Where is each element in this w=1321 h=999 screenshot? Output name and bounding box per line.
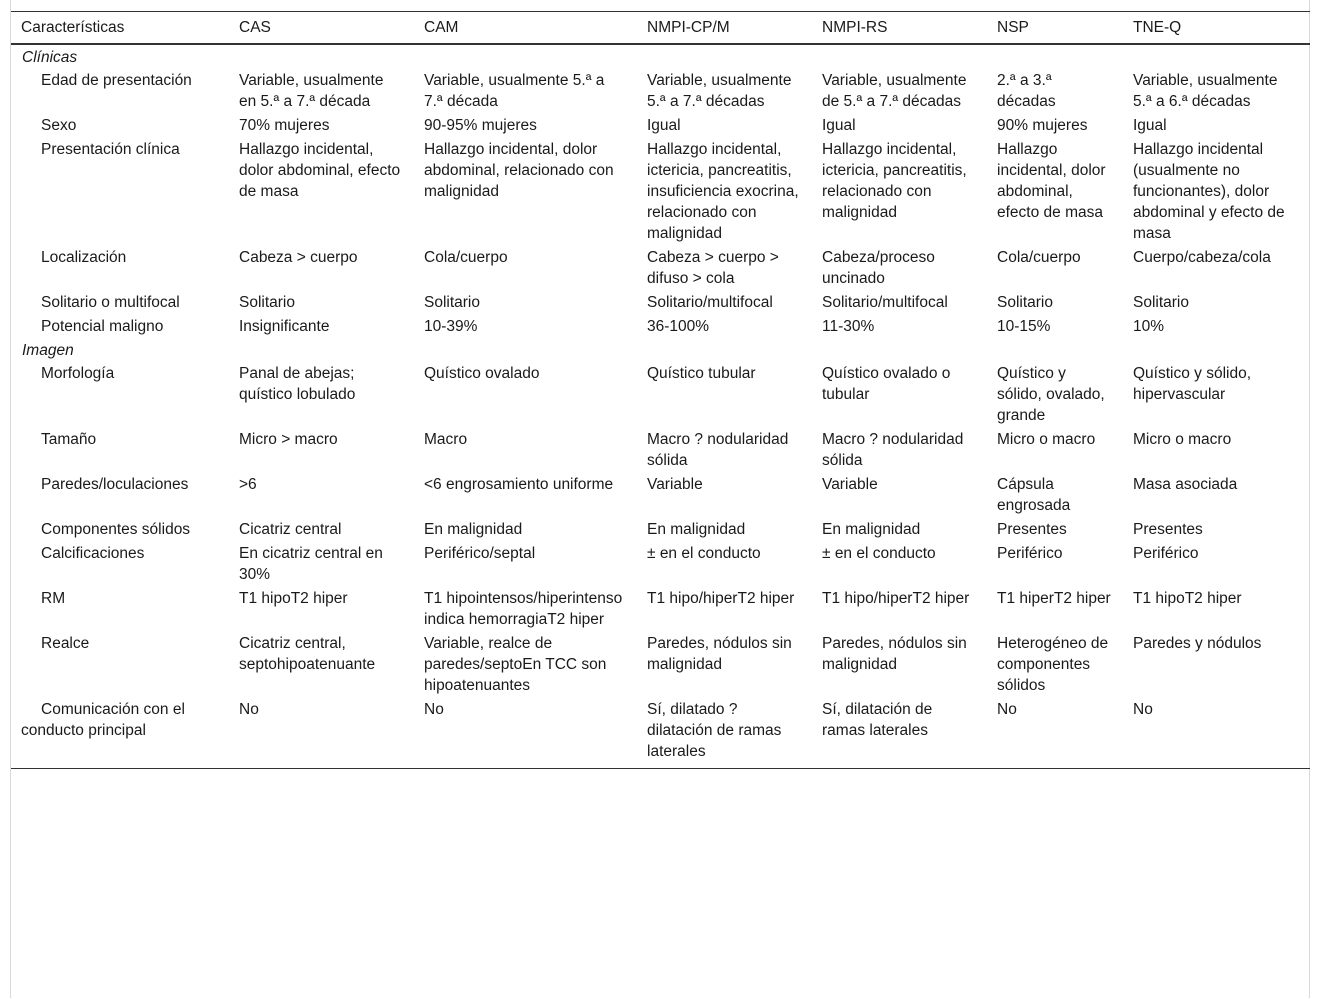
table-cell: Hallazgo incidental, dolor abdominal, efecto de masa bbox=[997, 141, 1106, 221]
table-row bbox=[11, 586, 1310, 631]
table-cell: Cabeza/proceso uncinado bbox=[822, 249, 935, 287]
table-row bbox=[11, 290, 1310, 314]
table-cell: Hallazgo incidental, dolor abdominal, efecto de masa bbox=[239, 141, 401, 200]
table-row bbox=[11, 517, 1310, 541]
table-cell: Quístico y sólido, ovalado, grande bbox=[997, 365, 1105, 424]
table-cell: Masa asociada bbox=[1133, 476, 1238, 493]
table-row bbox=[11, 137, 1310, 245]
table-cell: En malignidad bbox=[647, 521, 746, 538]
table-row bbox=[11, 113, 1310, 137]
table-cell: Variable, realce de paredes/septoEn TCC son hipoatenuantes bbox=[424, 635, 607, 694]
table-cell: Solitario/multifocal bbox=[647, 294, 773, 311]
table-cell: Heterogéneo de componentes sólidos bbox=[997, 635, 1109, 694]
table-cell: Cuerpo/cabeza/cola bbox=[1133, 249, 1271, 266]
header-row bbox=[11, 12, 1310, 45]
table-cell: Paredes, nódulos sin malignidad bbox=[822, 635, 967, 673]
table-cell: T1 hipoT2 hiper bbox=[239, 590, 348, 607]
table-cell: Variable, usualmente 5.ª a 6.ª décadas bbox=[1133, 72, 1278, 110]
row-label: Comunicación con el conducto principal bbox=[21, 701, 185, 739]
column-header: NMPI-CP/M bbox=[647, 18, 730, 36]
table-row bbox=[11, 541, 1310, 586]
table-cell: Solitario/multifocal bbox=[822, 294, 948, 311]
row-label: Tamaño bbox=[41, 431, 97, 448]
table-cell: 10-39% bbox=[424, 318, 478, 335]
table-cell: Presentes bbox=[997, 521, 1067, 538]
table-cell: Cola/cuerpo bbox=[997, 249, 1081, 266]
table-cell: Micro o macro bbox=[1133, 431, 1232, 448]
table-cell: Hallazgo incidental, ictericia, pancreatitis, insuficiencia exocrina, relacionado con malignidad bbox=[647, 141, 799, 242]
table-cell: No bbox=[239, 701, 259, 718]
table-cell: Micro o macro bbox=[997, 431, 1096, 448]
row-label: Edad de presentación bbox=[41, 72, 192, 89]
table-row bbox=[11, 68, 1310, 113]
row-label: Componentes sólidos bbox=[41, 521, 191, 538]
table-row bbox=[11, 361, 1310, 427]
row-label: RM bbox=[41, 590, 66, 607]
table-cell: No bbox=[997, 701, 1017, 718]
table-cell: 11-30% bbox=[822, 318, 875, 335]
table-cell: En cicatriz central en 30% bbox=[239, 545, 383, 583]
table-cell: >6 bbox=[239, 476, 257, 493]
table-cell: Periférico/septal bbox=[424, 545, 536, 562]
table-cell: Igual bbox=[1133, 117, 1167, 134]
table-cell: ± en el conducto bbox=[822, 545, 936, 562]
table-cell: Solitario bbox=[424, 294, 480, 311]
column-header: TNE-Q bbox=[1133, 18, 1182, 36]
table-cell: No bbox=[424, 701, 444, 718]
column-header: NMPI-RS bbox=[822, 18, 888, 36]
table-cell: 90-95% mujeres bbox=[424, 117, 537, 134]
row-label: Paredes/loculaciones bbox=[41, 476, 189, 493]
table-row bbox=[11, 427, 1310, 472]
table-cell: No bbox=[1133, 701, 1153, 718]
row-label: Presentación clínica bbox=[41, 141, 180, 158]
table-cell: Solitario bbox=[997, 294, 1053, 311]
section-title: Imagen bbox=[22, 342, 74, 359]
table-cell: Presentes bbox=[1133, 521, 1203, 538]
table-row bbox=[11, 697, 1310, 769]
table-cell: Sí, dilatado ? dilatación de ramas laterales bbox=[647, 701, 782, 760]
table-cell: Cabeza > cuerpo > difuso > cola bbox=[647, 249, 779, 287]
table-cell: Cola/cuerpo bbox=[424, 249, 508, 266]
table-cell: Igual bbox=[822, 117, 856, 134]
row-label: Calcificaciones bbox=[41, 545, 145, 562]
row-label: Realce bbox=[41, 635, 90, 652]
table-cell: Hallazgo incidental (usualmente no funcionantes), dolor abdominal y efecto de masa bbox=[1133, 141, 1285, 242]
table-cell: 10% bbox=[1133, 318, 1165, 335]
section-row bbox=[11, 338, 1310, 361]
table-cell: Variable bbox=[822, 476, 878, 493]
table-cell: Paredes y nódulos bbox=[1133, 635, 1262, 652]
row-label: Localización bbox=[41, 249, 127, 266]
table-cell: Cabeza > cuerpo bbox=[239, 249, 358, 266]
table-cell: Paredes, nódulos sin malignidad bbox=[647, 635, 792, 673]
table-cell: Variable, usualmente de 5.ª a 7.ª décadas bbox=[822, 72, 967, 110]
column-header: NSP bbox=[997, 18, 1029, 36]
table-cell: Periférico bbox=[997, 545, 1063, 562]
row-label: Sexo bbox=[41, 117, 77, 134]
table-header bbox=[11, 12, 1310, 45]
table-cell: 36-100% bbox=[647, 318, 710, 335]
table-cell: Hallazgo incidental, ictericia, pancreatitis, relacionado con malignidad bbox=[822, 141, 967, 221]
table-cell: T1 hipoT2 hiper bbox=[1133, 590, 1242, 607]
comparison-table bbox=[11, 11, 1310, 769]
table-cell: T1 hipointensos/hiperintenso indica hemorragiaT2 hiper bbox=[424, 590, 623, 628]
table-cell: Variable, usualmente 5.ª a 7.ª década bbox=[424, 72, 605, 110]
table-cell: ± en el conducto bbox=[647, 545, 761, 562]
column-header: CAM bbox=[424, 18, 459, 36]
table-cell: Cápsula engrosada bbox=[997, 476, 1071, 514]
table-row bbox=[11, 631, 1310, 697]
table-row bbox=[11, 314, 1310, 338]
row-label: Morfología bbox=[41, 365, 115, 382]
table-cell: 2.ª a 3.ª décadas bbox=[997, 72, 1056, 110]
table-cell: Quístico ovalado o tubular bbox=[822, 365, 951, 403]
table-cell: Panal de abejas; quístico lobulado bbox=[239, 365, 356, 403]
table-cell: 70% mujeres bbox=[239, 117, 330, 134]
row-label: Solitario o multifocal bbox=[41, 294, 180, 311]
table-cell: Variable, usualmente en 5.ª a 7.ª década bbox=[239, 72, 384, 110]
table-cell: <6 engrosamiento uniforme bbox=[424, 476, 614, 493]
table-cell: Cicatriz central, septohipoatenuante bbox=[239, 635, 376, 673]
table-cell: Quístico y sólido, hipervascular bbox=[1133, 365, 1252, 403]
table-row bbox=[11, 472, 1310, 517]
section-title: Clínicas bbox=[22, 49, 78, 66]
table-cell: Quístico ovalado bbox=[424, 365, 540, 382]
table-cell: Solitario bbox=[239, 294, 295, 311]
table-cell: Micro > macro bbox=[239, 431, 338, 448]
table-cell: 10-15% bbox=[997, 318, 1051, 335]
table-cell: Solitario bbox=[1133, 294, 1189, 311]
table-cell: Macro bbox=[424, 431, 468, 448]
table-cell: En malignidad bbox=[424, 521, 523, 538]
row-label: Potencial maligno bbox=[41, 318, 164, 335]
table-body bbox=[11, 44, 1310, 769]
table-cell: Macro ? nodularidad sólida bbox=[647, 431, 789, 469]
table-cell: Macro ? nodularidad sólida bbox=[822, 431, 964, 469]
table-cell: Sí, dilatación de ramas laterales bbox=[822, 701, 933, 739]
table-cell: Igual bbox=[647, 117, 681, 134]
table-cell: Cicatriz central bbox=[239, 521, 342, 538]
table-cell: Hallazgo incidental, dolor abdominal, relacionado con malignidad bbox=[424, 141, 614, 200]
table-cell: Quístico tubular bbox=[647, 365, 756, 382]
table-row bbox=[11, 245, 1310, 290]
table-cell: T1 hipo/hiperT2 hiper bbox=[647, 590, 795, 607]
column-header: Características bbox=[21, 18, 125, 36]
table-cell: Insignificante bbox=[239, 318, 330, 335]
table-cell: Variable bbox=[647, 476, 703, 493]
table-cell: Variable, usualmente 5.ª a 7.ª décadas bbox=[647, 72, 792, 110]
section-row bbox=[11, 44, 1310, 68]
column-header: CAS bbox=[239, 18, 271, 36]
table-cell: T1 hiperT2 hiper bbox=[997, 590, 1111, 607]
table-cell: 90% mujeres bbox=[997, 117, 1088, 134]
table-cell: Periférico bbox=[1133, 545, 1199, 562]
table-cell: En malignidad bbox=[822, 521, 921, 538]
table-cell: T1 hipo/hiperT2 hiper bbox=[822, 590, 970, 607]
